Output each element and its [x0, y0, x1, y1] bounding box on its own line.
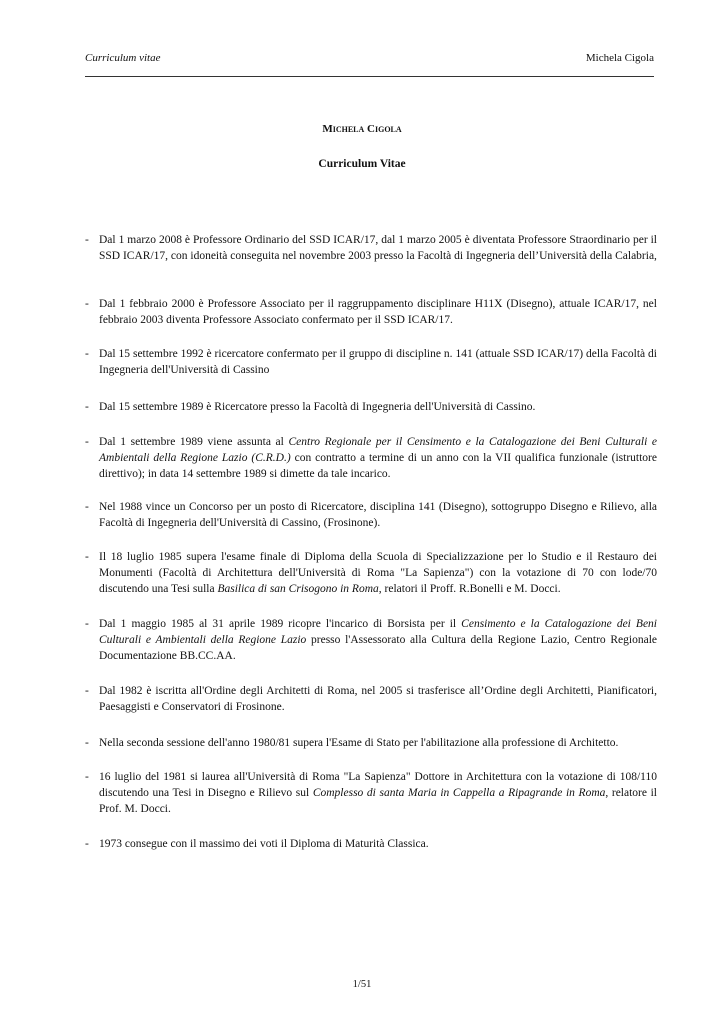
list-dash: -	[85, 771, 89, 783]
list-dash: -	[85, 348, 89, 360]
entry-text: Il 18 luglio 1985 supera l'esame finale di Diploma della Scuola di Specializzazione per lo Studio e il Restauro dei Monumenti (Facoltà di Architettura dell'Università di Roma "La Sapienza") con la votazione di 70 con lode/70 discutendo una Tesi sulla	[99, 551, 657, 595]
cv-entry	[85, 499, 657, 531]
cv-entry	[85, 616, 657, 664]
header-author: Michela Cigola	[585, 52, 654, 64]
list-dash: -	[85, 298, 89, 310]
list-dash: -	[85, 685, 89, 697]
entry-text: Dal 15 settembre 1989 è Ricercatore presso la Facoltà di Ingegneria dell'Università di Cassino.	[99, 401, 536, 413]
cv-entry	[85, 836, 657, 852]
cv-entry	[85, 346, 657, 378]
entry-italic-text: Complesso di santa Maria in Cappella a Ripagrande in Roma	[312, 787, 606, 799]
entry-text: Nel 1988 vince un Concorso per un posto di Ricercatore, disciplina 141 (Disegno), sottogruppo Disegno e Rilievo, alla Facoltà di Ingegneria dell'Università di Cassino, (Frosinone).	[99, 501, 657, 529]
entry-text: Dal 15 settembre 1992 è ricercatore confermato per il gruppo di discipline n. 141 (attuale SSD ICAR/17) della Facoltà di Ingegneria dell'Università di Cassino	[99, 348, 657, 376]
header-left-title: Curriculum vitae	[85, 52, 161, 64]
entry-text: , relatori il Proff. R.Bonelli e M. Docci.	[378, 583, 561, 595]
entry-italic-text: Centro Regionale per il Censimento e la Catalogazione dei Beni Culturali e Ambientali della Regione Lazio (C.R.D.)	[99, 436, 657, 464]
list-dash: -	[85, 838, 89, 850]
entry-text: Nella seconda sessione dell'anno 1980/81 supera l'Esame di Stato per l'abilitazione alla professione di Architetto.	[99, 737, 619, 749]
list-dash: -	[85, 436, 89, 448]
entry-italic-text: Censimento e la Catalogazione dei Beni Culturali e Ambientali della Regione Lazio	[99, 618, 658, 646]
page-number: 1/51	[352, 979, 372, 990]
cv-entry	[85, 769, 657, 817]
list-dash: -	[85, 234, 89, 246]
header-divider	[85, 76, 654, 77]
list-dash: -	[85, 501, 89, 513]
list-dash: -	[85, 551, 89, 563]
document-title: Curriculum Vitae	[318, 158, 406, 170]
cv-entry	[85, 735, 657, 751]
entry-text: 1973 consegue con il massimo dei voti il Diploma di Maturità Classica.	[99, 838, 429, 850]
entry-italic-text: Basilica di san Crisogono in Roma	[217, 583, 379, 595]
cv-entry	[85, 434, 657, 482]
list-dash: -	[85, 618, 89, 630]
author-name: Michela Cigola	[322, 123, 402, 135]
entry-text: Dal 1 marzo 2008 è Professore Ordinario del SSD ICAR/17, dal 1 marzo 2005 è diventata Professore Straordinario per il SSD ICAR/17, con idoneità conseguita nel novembre 2003 presso la Facoltà di Ingegneria dell’Università della Calabria,	[99, 234, 657, 262]
cv-entry	[85, 549, 657, 597]
entry-text: con contratto a termine di un anno con la VII qualifica funzionale (istruttore direttivo); in data 14 settembre 1989 si dimette da tale incarico.	[99, 452, 657, 480]
entry-text: Dal 1 settembre 1989 viene assunta al	[99, 436, 289, 448]
list-dash: -	[85, 737, 89, 749]
entry-text: presso l'Assessorato alla Cultura della Regione Lazio, Centro Regionale Documentazione BB.CC.AA.	[99, 634, 657, 662]
list-dash: -	[85, 401, 89, 413]
entry-text: 16 luglio del 1981 si laurea all'Università di Roma "La Sapienza" Dottore in Architettura con la votazione di 108/110 discutendo una Tesi in Disegno e Rilievo sul	[99, 771, 657, 799]
cv-entry	[85, 399, 657, 415]
entry-text: Dal 1982 è iscritta all'Ordine degli Architetti di Roma, nel 2005 si trasferisce all’Ordine degli Architetti, Pianificatori, Paesaggisti e Conservatori di Frosinone.	[99, 685, 657, 713]
cv-entry	[85, 232, 657, 264]
entry-text: , relatore il Prof. M. Docci.	[99, 787, 657, 815]
entry-text: Dal 1 maggio 1985 al 31 aprile 1989 ricopre l'incarico di Borsista per il	[99, 618, 462, 630]
cv-entry	[85, 296, 657, 328]
entry-text: Dal 1 febbraio 2000 è Professore Associato per il raggruppamento disciplinare H11X (Disegno), attuale ICAR/17, nel febbraio 2003 diventa Professore Associato confermato per il SSD ICAR/17.	[99, 298, 657, 326]
cv-entry	[85, 683, 657, 715]
